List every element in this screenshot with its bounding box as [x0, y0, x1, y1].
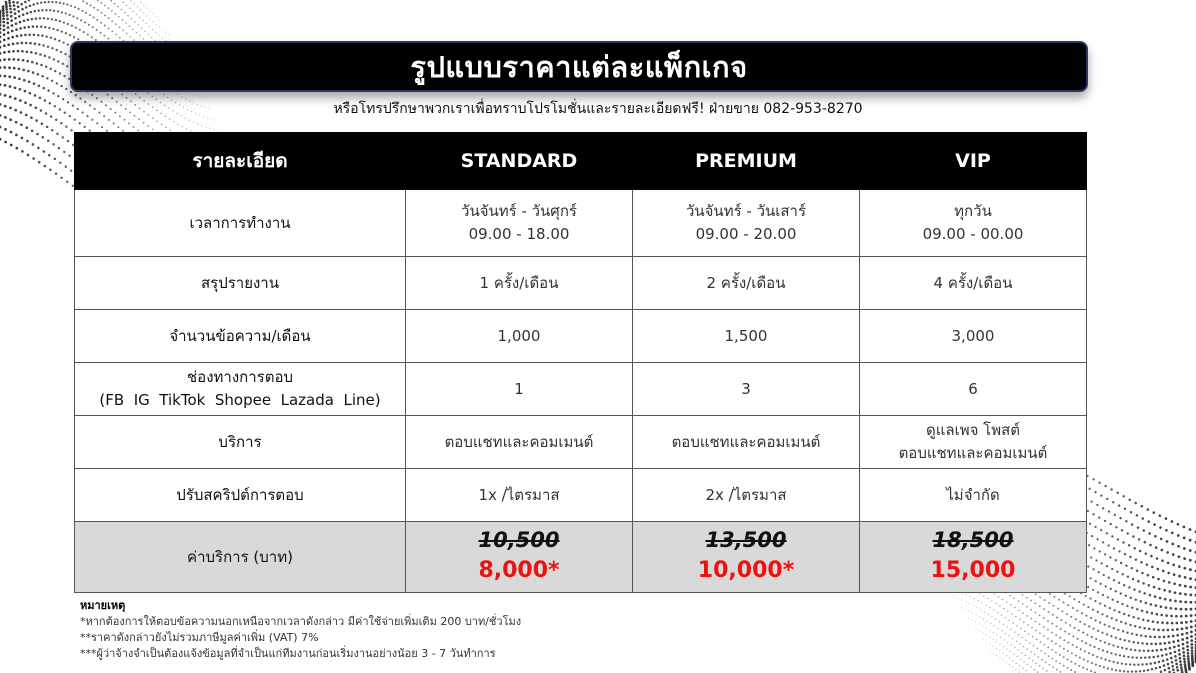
- cell-line: 09.00 - 00.00: [922, 225, 1024, 243]
- cell-line: 1x /ไตรมาส: [478, 485, 560, 504]
- contact-subtitle: หรือโทรปรึกษาพวกเราเพื่อทราบโปรโมชั่นและรายละเอียดฟรี! ฝ่ายขาย 082-953-8270: [333, 101, 863, 117]
- cell-line: 3: [741, 379, 751, 398]
- row-label: [75, 469, 406, 522]
- cell-line: 09.00 - 20.00: [695, 225, 797, 243]
- table-row: [75, 310, 1087, 363]
- standard-price-cell: [406, 522, 633, 593]
- cell-line: 2x /ไตรมาส: [705, 485, 787, 504]
- notes-title: หมายเหตุ: [80, 599, 126, 612]
- header-premium: PREMIUM: [633, 133, 860, 190]
- cell-line: 1 ครั้ง/เดือน: [479, 273, 559, 292]
- standard-cell: [406, 469, 633, 522]
- price-row: [75, 522, 1087, 593]
- cell-line: 3,000: [951, 326, 995, 345]
- premium-old-price: 13,500: [705, 528, 787, 552]
- cell-line: วันจันทร์ - วันเสาร์: [685, 202, 807, 220]
- standard-cell: [406, 416, 633, 469]
- header-standard: STANDARD: [406, 133, 633, 190]
- row-label: [75, 416, 406, 469]
- cell-line: ช่องทางการตอบ: [187, 368, 293, 386]
- premium-cell: [633, 257, 860, 310]
- price-row-label: ค่าบริการ (บาท): [75, 522, 406, 593]
- cell-line: 1: [514, 379, 524, 398]
- table-row: [75, 469, 1087, 522]
- cell-line: สรุปรายงาน: [200, 273, 279, 292]
- standard-cell: [406, 363, 633, 416]
- standard-cell: [406, 190, 633, 257]
- cell-line: ดูแลเพจ โพสต์: [925, 421, 1020, 439]
- page-title: รูปแบบราคาแต่ละแพ็กเกจ: [410, 49, 748, 84]
- table-row: [75, 416, 1087, 469]
- vip-cell: [860, 469, 1087, 522]
- cell-line: 6: [968, 379, 978, 398]
- row-label: [75, 310, 406, 363]
- cell-line: บริการ: [218, 432, 262, 451]
- premium-new-price: 10,000*: [697, 558, 795, 583]
- vip-cell: [860, 190, 1087, 257]
- row-label: [75, 257, 406, 310]
- cell-line: ตอบแชทและคอมเมนต์: [671, 432, 821, 451]
- standard-cell: [406, 257, 633, 310]
- premium-cell: [633, 363, 860, 416]
- note-item: *หากต้องการให้ตอบข้อความนอกเหนือจากเวลาดังกล่าว มีค่าใช้จ่ายเพิ่มเติม 200 บาท/ชั่วโมง: [80, 615, 522, 628]
- cell-line: วันจันทร์ - วันศุกร์: [461, 202, 577, 220]
- cell-line: 2 ครั้ง/เดือน: [706, 273, 786, 292]
- row-label: [75, 363, 406, 416]
- vip-cell: [860, 363, 1087, 416]
- cell-line: ทุกวัน: [954, 202, 992, 220]
- standard-new-price: 8,000*: [478, 558, 560, 583]
- cell-line: 1,500: [724, 326, 768, 345]
- note-item: ***ผู้ว่าจ้างจำเป็นต้องแจ้งข้อมูลที่จำเป็นแก่ทีมงานก่อนเริ่มงานอย่างน้อย 3 - 7 วันทำการ: [80, 647, 496, 660]
- vip-cell: [860, 257, 1087, 310]
- header-vip: VIP: [860, 133, 1087, 190]
- vip-cell: [860, 310, 1087, 363]
- vip-old-price: 18,500: [932, 528, 1014, 552]
- table-row: [75, 257, 1087, 310]
- table-row: [75, 190, 1087, 257]
- premium-cell: [633, 310, 860, 363]
- vip-new-price: 15,000: [930, 558, 1016, 583]
- premium-cell: [633, 416, 860, 469]
- table-row: [75, 363, 1087, 416]
- note-item: **ราคาดังกล่าวยังไม่รวมภาษีมูลค่าเพิ่ม (VAT) 7%: [80, 631, 319, 644]
- notes-section: [80, 598, 521, 662]
- cell-line: ตอบแชทและคอมเมนต์: [444, 432, 594, 451]
- premium-cell: [633, 190, 860, 257]
- cell-line: ปรับสคริปต์การตอบ: [176, 485, 304, 504]
- cell-line: 09.00 - 18.00: [468, 225, 570, 243]
- cell-line: ตอบแชทและคอมเมนต์: [898, 444, 1048, 462]
- vip-cell: [860, 416, 1087, 469]
- cell-line: ไม่จำกัด: [946, 485, 1000, 504]
- cell-line: 1,000: [497, 326, 541, 345]
- standard-old-price: 10,500: [478, 528, 560, 552]
- cell-line: (FB IG TikTok Shopee Lazada Line): [99, 391, 381, 409]
- cell-line: จำนวนข้อความ/เดือน: [169, 326, 311, 345]
- vip-price-cell: [860, 522, 1087, 593]
- premium-cell: [633, 469, 860, 522]
- premium-price-cell: [633, 522, 860, 593]
- cell-line: 4 ครั้ง/เดือน: [933, 273, 1013, 292]
- cell-line: เวลาการทำงาน: [189, 213, 291, 232]
- pricing-table: [74, 132, 1087, 593]
- table-header-row: [75, 133, 1087, 190]
- standard-cell: [406, 310, 633, 363]
- title-banner: [70, 41, 1088, 92]
- row-label: [75, 190, 406, 257]
- header-details: รายละเอียด: [75, 133, 406, 190]
